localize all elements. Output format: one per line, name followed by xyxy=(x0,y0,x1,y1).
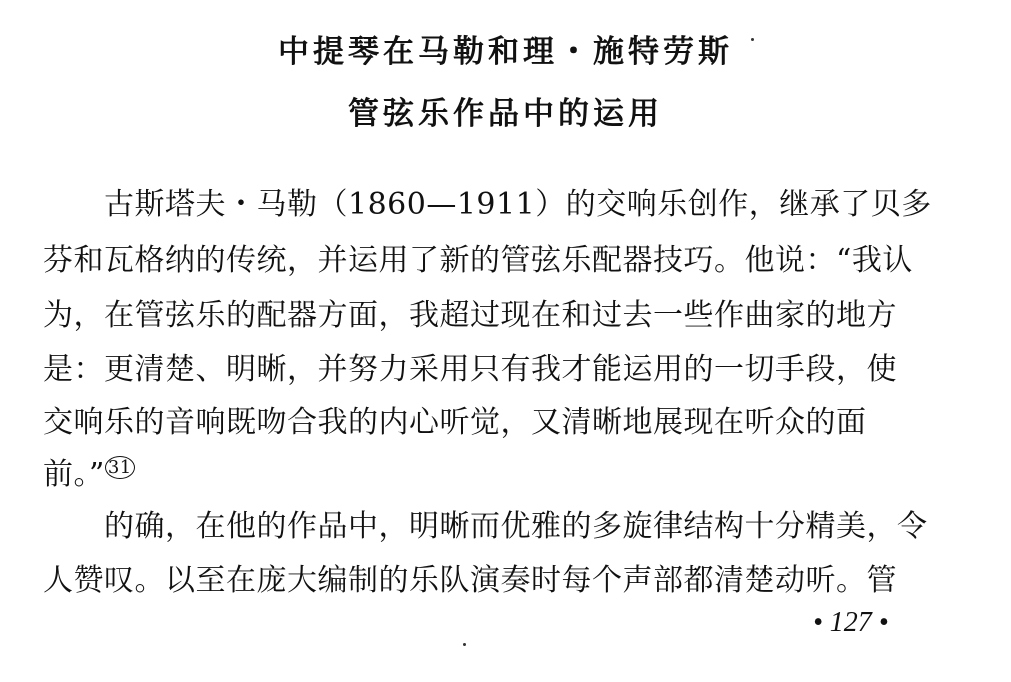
paragraph-1-line-2: 芬和瓦格纳的传统，并运用了新的管弦乐配器技巧。他说：“我认 xyxy=(43,243,913,278)
paragraph-1-line-3: 为，在管弦乐的配器方面，我超过现在和过去一些作曲家的地方 xyxy=(43,298,897,333)
chapter-title-line-2: 管弦乐作品中的运用 xyxy=(348,96,663,132)
chapter-title-line-1: 中提琴在马勒和理・施特劳斯 xyxy=(278,34,733,70)
footnote-reference[interactable]: 31 xyxy=(105,456,135,479)
paragraph-1-line-6-text: 前。” xyxy=(43,457,105,492)
paragraph-1-line-1: 古斯塔夫・马勒（1860—1911）的交响乐创作，继承了贝多 xyxy=(43,187,932,222)
paragraph-2-line-1: 的确，在他的作品中，明晰而优雅的多旋律结构十分精美，令 xyxy=(43,509,928,544)
paragraph-1-line-6 xyxy=(43,455,963,495)
paragraph-1-line-5: 交响乐的音响既吻合我的内心听觉，又清晰地展现在听众的面 xyxy=(43,405,867,440)
page-number: • 127 • xyxy=(813,607,889,638)
paragraph-2-line-2: 人赞叹。以至在庞大编制的乐队演奏时每个声部都清楚动听。管 xyxy=(43,563,897,598)
scan-speck xyxy=(463,643,466,646)
scan-speck xyxy=(751,38,754,41)
paragraph-1-line-4: 是：更清楚、明晰，并努力采用只有我才能运用的一切手段，使 xyxy=(43,352,897,387)
